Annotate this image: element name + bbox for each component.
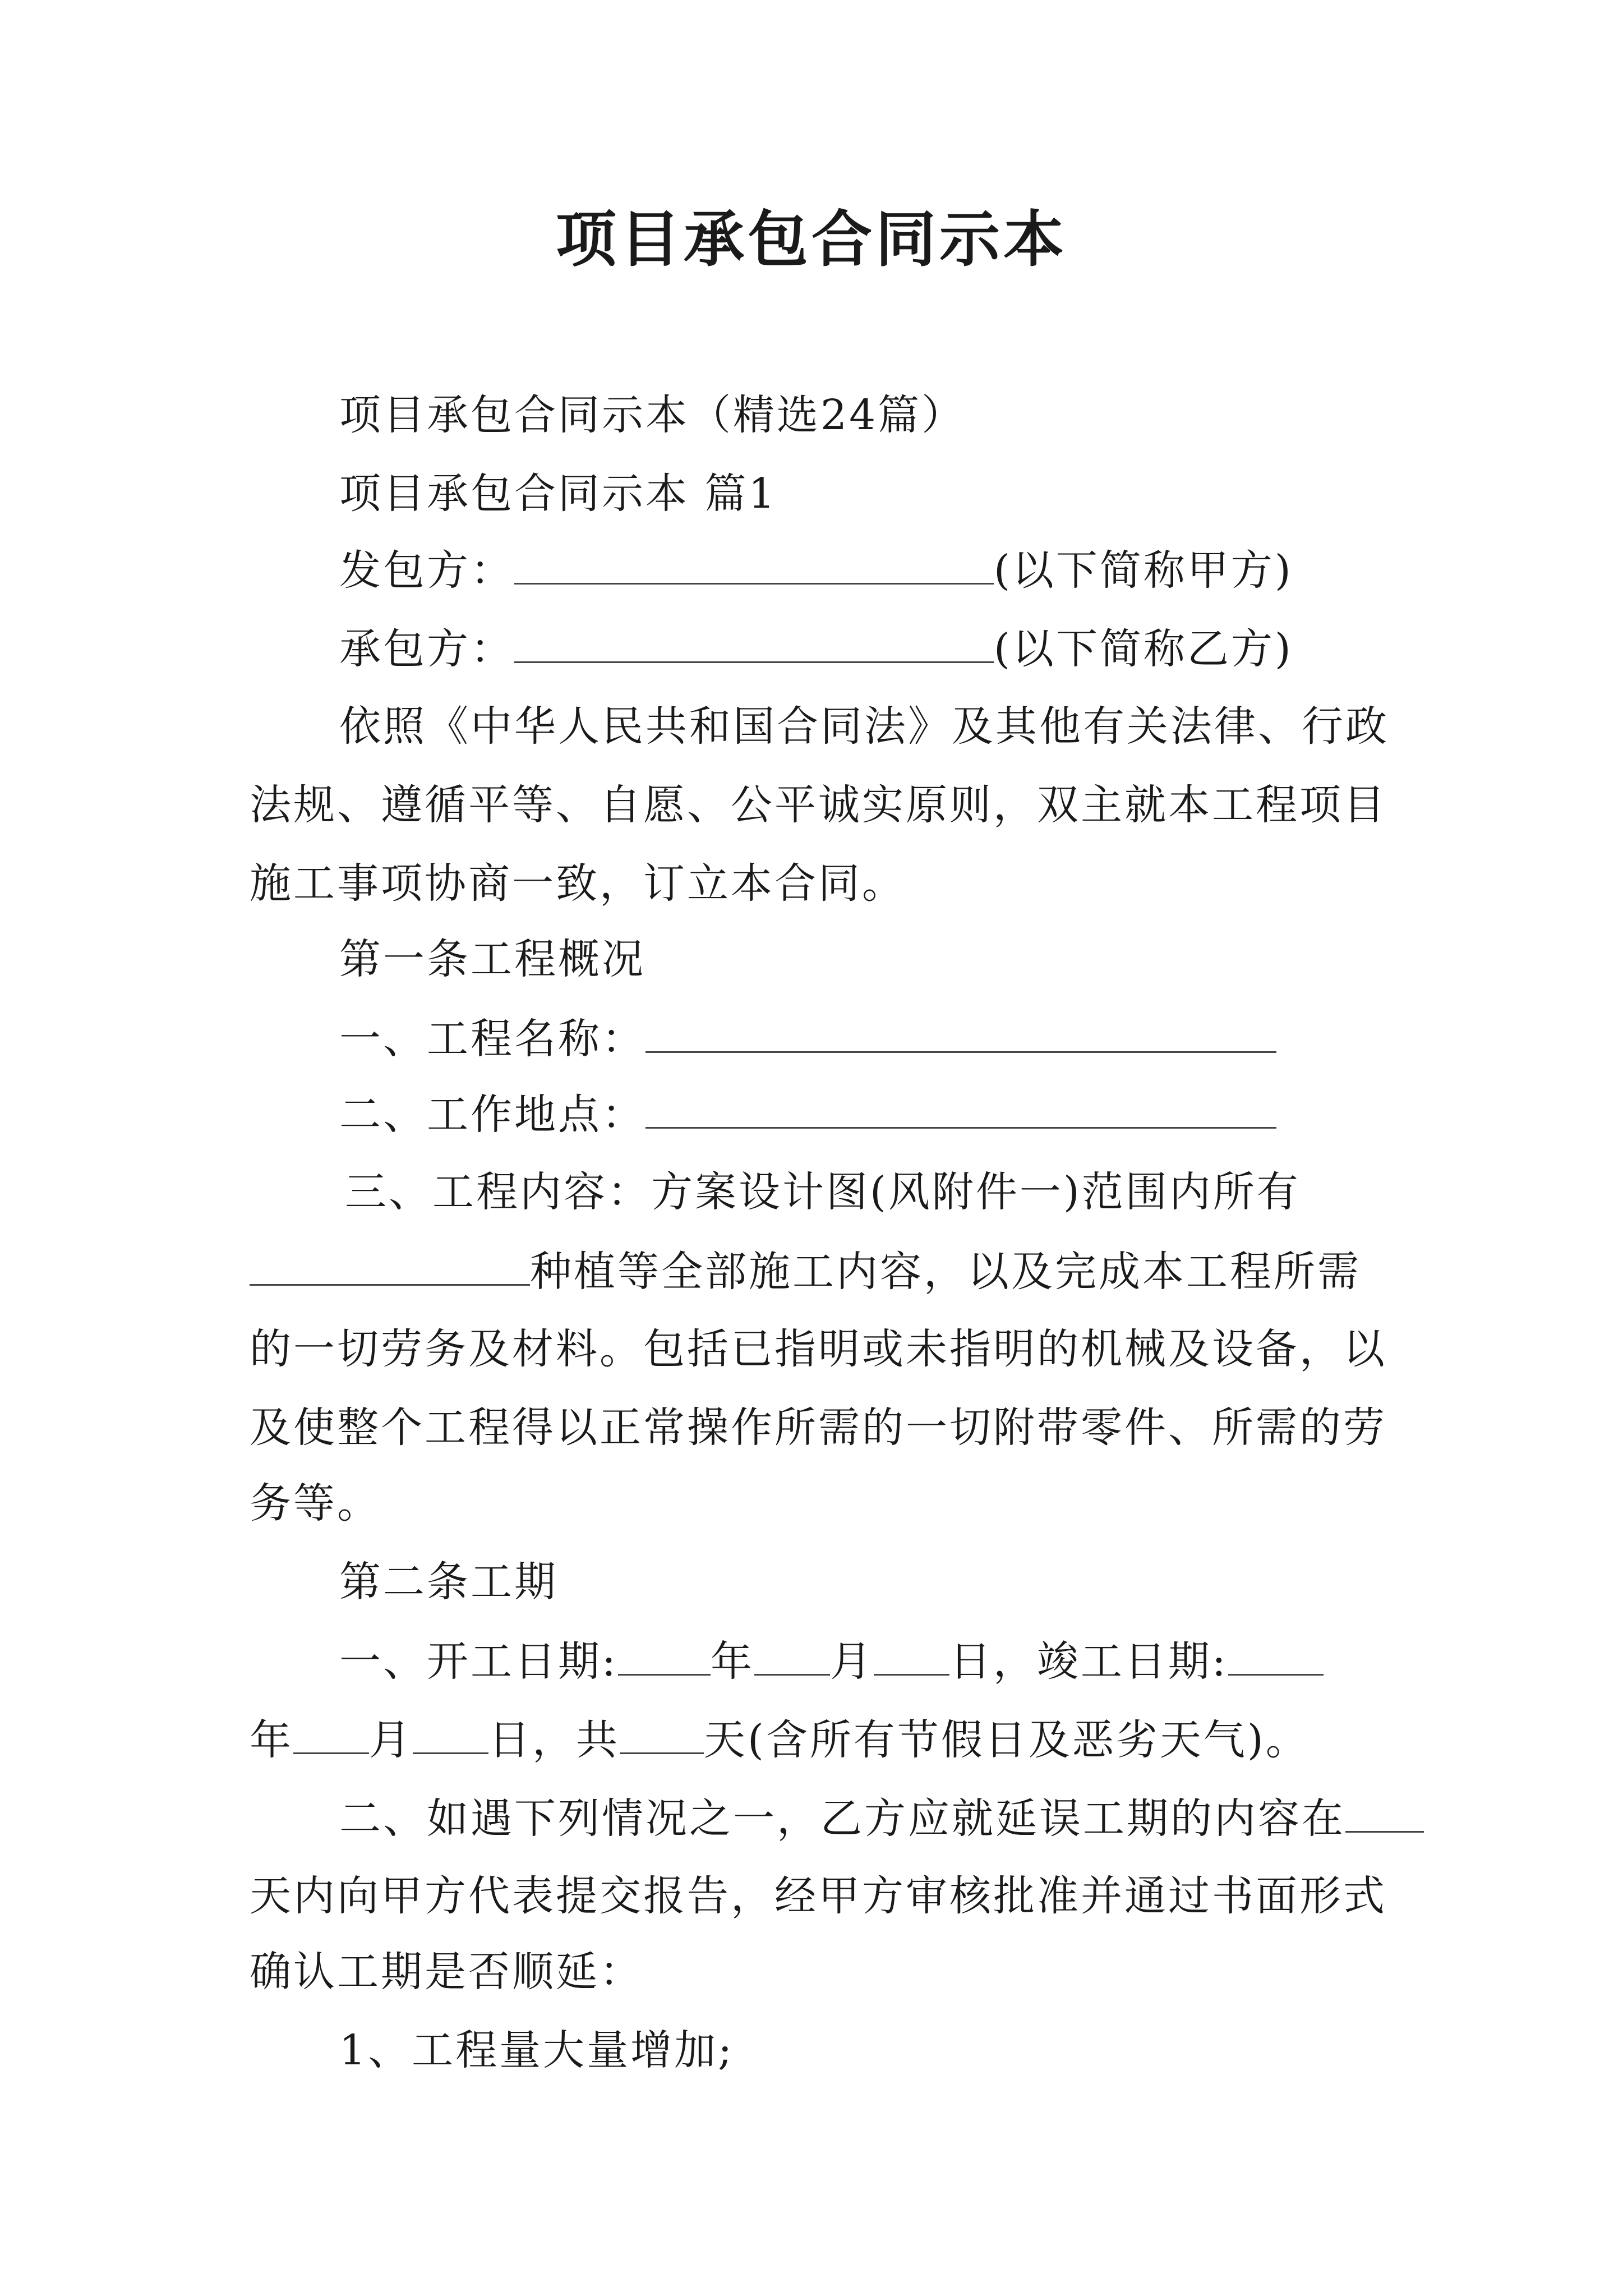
paragraph-line [339,1789,1424,1847]
project-name-line [339,1010,1276,1067]
paragraph-line: 法规、遵循平等、自愿、公平诚实原则，双主就本工程项目 [250,781,1387,829]
start-month-blank [754,1632,830,1676]
paragraph-line: 三、工程内容：方案设计图(风附件一)范围内所有 [345,1168,1301,1216]
date-line [250,1711,1310,1768]
paragraph-text: 二、如遇下列情况之一，乙方应就延误工期的内容在 [339,1795,1345,1843]
paragraph-text: 种植等全部施工内容，以及完成本工程所需 [530,1248,1361,1296]
paragraph-line: 确认工期是否顺延： [250,1948,643,1996]
subcontractor-label: 承包方： [339,625,514,673]
page-title: 项目承包合同示本 [555,205,1067,275]
section-heading: 项目承包合同示本 篇1 [339,470,777,518]
contractor-suffix: (以下简称甲方) [994,546,1293,595]
start-day-blank [874,1632,949,1676]
year-label: 年 [250,1716,293,1764]
month-label: 月 [829,1637,874,1686]
subcontractor-line [339,620,1293,677]
total-label: 日，共 [488,1716,620,1764]
contractor-label: 发包方： [339,546,514,595]
article-heading: 第一条工程概况 [339,935,645,983]
start-date-label: 一、开工日期: [339,1637,618,1686]
month-label: 月 [369,1716,413,1764]
days-label: 天(含所有节假日及恶劣天气)。 [704,1716,1310,1764]
year-label: 年 [710,1637,754,1686]
total-days-blank [620,1711,704,1754]
start-year-blank [618,1632,711,1676]
end-date-label: 日，竣工日期: [949,1637,1228,1686]
paragraph-line: 施工事项协商一致，订立本合同。 [250,859,906,908]
work-location-blank [645,1085,1276,1129]
end-day-blank [413,1711,488,1754]
work-location-label: 二、工作地点： [339,1091,645,1139]
subcontractor-blank [514,620,994,663]
contractor-blank [514,541,994,585]
paragraph-line: 务等。 [250,1479,381,1527]
date-line [339,1632,1324,1690]
paragraph-line: 及使整个工程得以正常操作所需的一切附带零件、所需的劳 [250,1404,1387,1452]
list-item: 1、工程量大量增加; [339,2026,735,2074]
contractor-line [339,541,1293,599]
paragraph-line: 天内向甲方代表提交报告，经甲方审核批准并通过书面形式 [250,1872,1387,1920]
planting-blank [250,1243,530,1286]
project-name-blank [645,1010,1276,1053]
subtitle-line: 项目承包合同示本（精选24篇） [339,391,966,439]
end-month-blank [293,1711,369,1754]
article-heading: 第二条工期 [339,1558,558,1606]
subcontractor-suffix: (以下简称乙方) [994,625,1293,673]
project-name-label: 一、工程名称： [339,1015,645,1063]
work-location-line [339,1085,1276,1143]
paragraph-line: 依照《中华人民共和国合同法》及其他有关法律、行政 [339,702,1389,751]
report-days-blank [1345,1789,1424,1833]
paragraph-line: 的一切劳务及材料。包括已指明或未指明的机械及设备，以 [250,1325,1387,1373]
end-year-blank [1228,1632,1324,1676]
paragraph-line [250,1243,1361,1300]
